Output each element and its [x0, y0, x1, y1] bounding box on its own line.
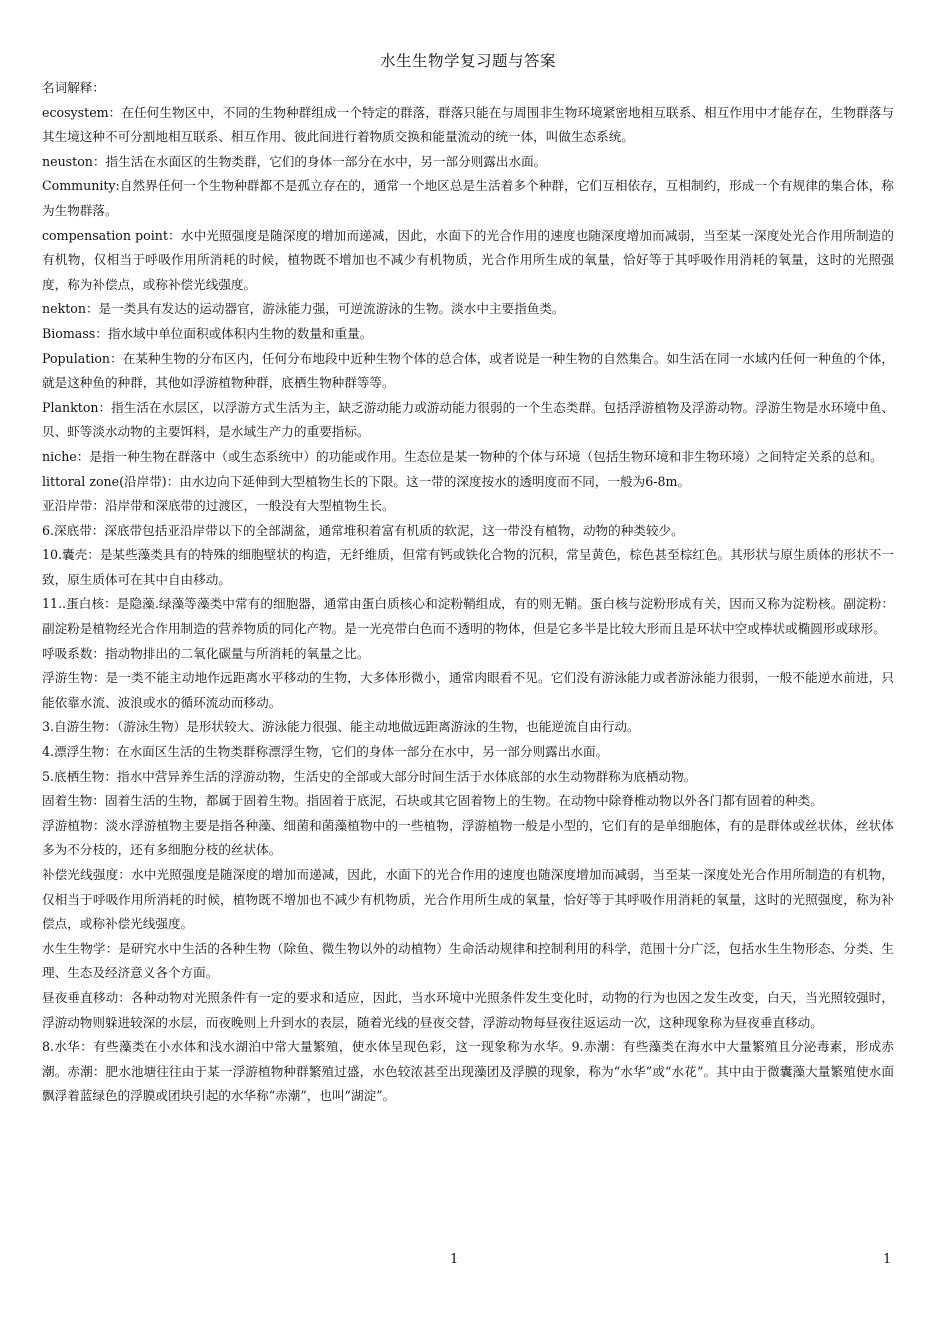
entry-littoral-zone: littoral zone(沿岸带)：由水边向下延伸到大型植物生长的下限。这一带的深度按水的透明度而不同，一般为6-8m。 [42, 473, 691, 489]
entry-profundal-zone: 6.深底带：深底带包括亚沿岸带以下的全部湖盆，通常堆积着富有机质的软泥，这一带没有植物，动物的种类较少。 [42, 522, 684, 538]
entry-hydrobiology: 水生生物学：是研究水中生活的各种生物（除鱼、微生物以外的动植物）生命活动规律和控制利用的科学，范围十分广泛，包括水生生物形态、分类、生理、生态及经济意义各个方面。 [42, 940, 894, 981]
entries-list [42, 76, 894, 1109]
entry-neuston-cn: 4.漂浮生物：在水面区生活的生物类群称漂浮生物，它们的身体一部分在水中，另一部分则露出水面。 [42, 744, 609, 760]
section-heading: 名词解释： [42, 80, 105, 95]
entry-pyrenoid: 11..蛋白核：是隐藻.绿藻等藻类中常有的细胞器，通常由蛋白质核心和淀粉鞘组成，有的则无鞘。蛋白核与淀粉形成有关，因而又称为淀粉核。副淀粉：副淀粉是植物经光合作用制造的营养物质的同化产物。是一光亮带白色而不透明的物体，但是它多半是比较大形而且是环状中空或棒状或椭圆形或球形。 [42, 596, 894, 637]
entry-lorica: 10.囊壳：是某些藻类具有的特殊的细胞壁状的构造，无纤维质，但常有钙或铁化合物的沉积，常呈黄色，棕色甚至棕红色。其形状与原生质体的形状不一致，原生质体可在其中自由移动。 [42, 547, 894, 587]
entry-compensation-point: compensation point：水中光照强度是随深度的增加而递减，因此，水面下的光合作用的速度也随深度增加而减弱，当至某一深度处光合作用所制造的有机物，仅相当于呼吸作用所消耗的时候，植物既不增加也不减少有机物质，光合作用所生成的氧量，恰好等于其呼吸作用消耗的氧量，这时的光照强度，称为补偿点，或称补偿光线强度。 [42, 227, 894, 292]
entry-diel-vertical-migration: 昼夜垂直移动：各种动物对光照条件有一定的要求和适应，因此，当水环境中光照条件发生变化时，动物的行为也因之发生改变，白天，当光照较强时，浮游动物则躲进较深的水层，而夜晚则上升到水的表层，随着光线的昼夜交替，浮游动物每昼夜往返运动一次，这种现象称为昼夜垂直移动。 [42, 989, 894, 1030]
page-number-right: 1 [883, 1252, 892, 1267]
entry-neuston: neuston：指生活在水面区的生物类群，它们的身体一部分在水中，另一部分则露出水面。 [42, 153, 547, 169]
page-number-center: 1 [450, 1252, 459, 1267]
entry-plankton-cn: 浮游生物：是一类不能主动地作远距离水平移动的生物，大多体形微小，通常肉眼看不见。它们没有游泳能力或者游泳能力很弱，一般不能逆水前进，只能依靠水流、波浪或水的循环流动而移动。 [42, 670, 894, 710]
entry-ecosystem: ecosystem：在任何生物区中，不同的生物种群组成一个特定的群落，群落只能在与周围非生物环境紧密地相互联系、相互作用中才能存在，生物群落与其生境这种不可分割地相互联系、相互作用、彼此间进行着物质交换和能量流动的统一体，叫做生态系统。 [42, 104, 894, 145]
entry-niche: niche：是指一种生物在群落中（或生态系统中）的功能或作用。生态位是某一物种的个体与环境（包括生物环境和非生物环境）之间特定关系的总和。 [42, 448, 883, 464]
entry-nekton: nekton：是一类具有发达的运动器官，游泳能力强，可逆流游泳的生物。淡水中主要指鱼类。 [42, 301, 565, 317]
entry-phytoplankton: 浮游植物：淡水浮游植物主要是指各种藻、细菌和菌藻植物中的一些植物，浮游植物一般是小型的，它们有的是单细胞体，有的是群体或丝状体，丝状体多为不分枝的，还有多细胞分枝的丝状体。 [42, 817, 894, 858]
entry-compensation-light: 补偿光线强度：水中光照强度是随深度的增加而递减，因此，水面下的光合作用的速度也随深度增加而减弱，当至某一深度处光合作用所制造的有机物，仅相当于呼吸作用所消耗的时候，植物既不增加也不减少有机物质，光合作用所生成的氧量，恰好等于其呼吸作用消耗的氧量，这时的光照强度，称为补偿点，或称补偿光线强度。 [42, 867, 894, 932]
entry-nekton-cn: 3.自游生物：（游泳生物）是形状较大、游泳能力很强、能主动地做远距离游泳的生物，也能逆流自由行动。 [42, 719, 640, 735]
entry-population: Population：在某种生物的分布区内，任何分布地段中近种生物个体的总合体，或者说是一种生物的自然集合。如生活在同一水域内任何一种鱼的个体，就是这种鱼的种群，其他如浮游植物种群，底栖生物种群等等。 [42, 350, 894, 391]
entry-plankton: Plankton：指生活在水层区，以浮游方式生活为主，缺乏游动能力或游动能力很弱的一个生态类群。包括浮游植物及浮游动物。浮游生物是水环境中鱼、贝、虾等淡水动物的主要饵料，是水域生产力的重要指标。 [42, 399, 894, 440]
entry-sublittoral-zone: 亚沿岸带：沿岸带和深底带的过渡区，一般没有大型植物生长。 [42, 498, 395, 514]
entry-water-bloom: 8.水华：有些藻类在小水体和浅水湖泊中常大量繁殖，使水体呈现色彩，这一现象称为水华。9.赤潮：有些藻类在海水中大量繁殖且分泌毒素，形成赤潮。赤潮：肥水池塘往往由于某一浮游植物种群繁殖过盛，水色较浓甚至出现藻团及浮膜的现象，称为“水华”或“水花”。其中由于微囊藻大量繁殖使水面飘浮着蓝绿色的浮膜或团块引起的水华称“赤潮”，也叫“湖淀”。 [42, 1039, 894, 1104]
document-title: 水生生物学复习题与答案 [379, 52, 556, 70]
entry-periphyton: 固着生物：固着生活的生物，都属于固着生物。指固着于底泥，石块或其它固着物上的生物。在动物中除脊椎动物以外各门都有固着的种类。 [42, 793, 823, 809]
entry-respiratory-quotient: 呼吸系数：指动物排出的二氧化碳量与所消耗的氧量之比。 [42, 645, 370, 661]
entry-benthos: 5.底栖生物：指水中营异养生活的浮游动物，生活史的全部或大部分时间生活于水体底部的水生动物群称为底栖动物。 [42, 768, 697, 784]
entry-community: Community:自然界任何一个生物种群都不是孤立存在的，通常一个地区总是生活着多个种群，它们互相依存，互相制约，形成一个有规律的集合体，称为生物群落。 [42, 178, 894, 218]
document-page [42, 50, 894, 1109]
entry-biomass: Biomass：指水域中单位面积或体积内生物的数量和重量。 [42, 325, 373, 341]
